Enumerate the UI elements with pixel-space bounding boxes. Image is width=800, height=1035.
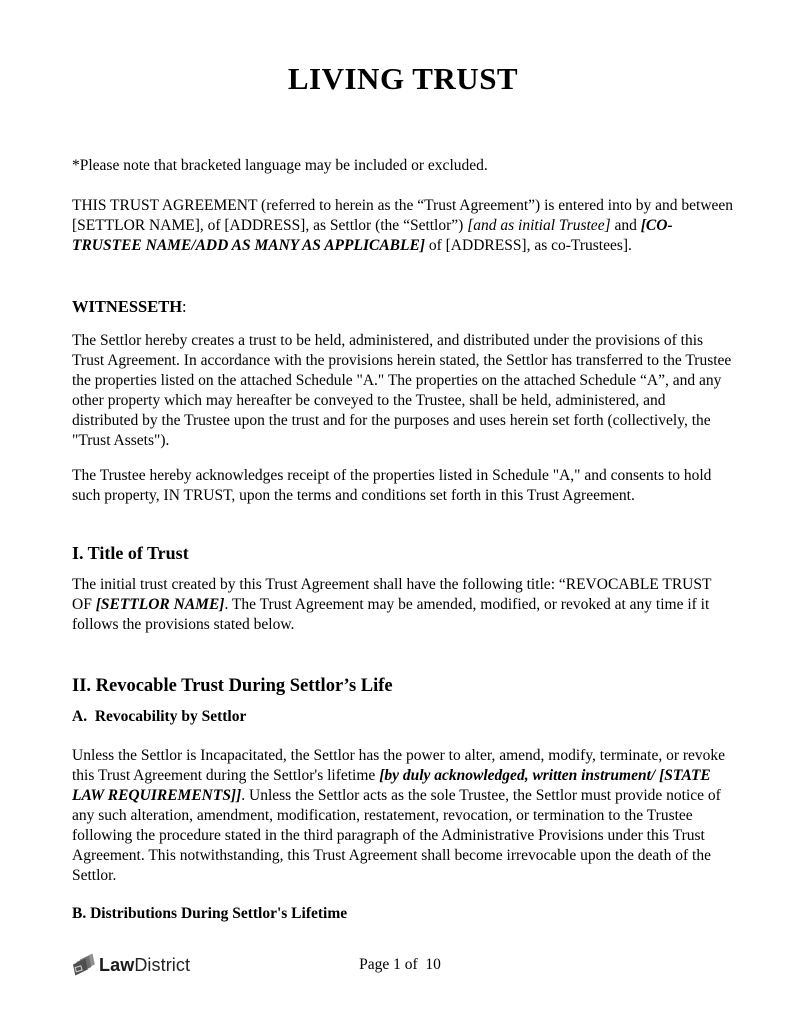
text-run: [SETTLOR NAME]: [95, 596, 225, 613]
subsection-a-paragraph: [72, 746, 734, 886]
lawdistrict-logo: [72, 952, 190, 978]
lawdistrict-layers-icon: [72, 952, 95, 978]
text-run: THIS TRUST AGREEMENT (referred to herein as the “Trust Agreement”) is entered into by and between [SETTLOR NAME], of [ADDRESS], as Settlor (the “Settlor”): [72, 197, 734, 234]
witnesseth-paragraph-2: The Trustee hereby acknowledges receipt of the properties listed in Schedule "A," and consents to hold such property, IN TRUST, upon the terms and conditions set forth in this Trust Agreement.: [72, 467, 712, 504]
lawdistrict-logo-text: [99, 955, 190, 976]
subsection-b-heading: B. Distributions During Settlor's Lifetime: [72, 905, 348, 922]
text-run: [CO-TRUSTEE NAME/ADD AS MANY AS APPLICABLE]: [72, 217, 673, 254]
text-run: . The Trust Agreement may be amended, modified, or revoked at any time if it follows the provisions stated below.: [72, 596, 710, 633]
section-1-heading: I. Title of Trust: [72, 543, 189, 563]
text-run: [by duly acknowledged, written instrument/ [STATE LAW REQUIREMENTS]]: [72, 767, 711, 804]
text-run: Unless the Settlor is Incapacitated, the Settlor has the power to alter, amend, modify, terminate, or revoke this Trust Agreement during the Settlor's lifetime: [72, 747, 726, 784]
page-footer: [0, 950, 800, 986]
witnesseth-word: WITNESSETH: [72, 297, 183, 316]
text-run: The initial trust created by this Trust Agreement shall have the following title: “REVOCABLE TRUST OF: [72, 576, 712, 613]
text-run: and: [610, 217, 641, 234]
section-1-paragraph: [72, 575, 734, 635]
witnesseth-heading: [72, 296, 734, 318]
witnesseth-colon: :: [182, 297, 187, 316]
logo-text-law: Law: [99, 954, 135, 975]
logo-text-district: District: [134, 954, 191, 975]
document-title: LIVING TRUST: [287, 61, 519, 96]
page-number: Page 1 of 10: [359, 956, 441, 973]
witnesseth-paragraph-1: The Settlor hereby creates a trust to be held, administered, and distributed under the provisions of this Trust Agreement. In accordance with the provisions herein stated, the Settlor has transferred to the Trustee the properties listed on the attached Schedule "A." The properties on the attached Schedule “A”, and any other property which may hereafter be conveyed to the Trustee, shall be held, administered, and distributed by the Trustee upon the trust and for the purposes and uses herein set forth (collectively, the "Trust Assets").: [72, 332, 732, 449]
intro-paragraph: [72, 196, 734, 256]
text-run: . Unless the Settlor acts as the sole Trustee, the Settlor must provide notice of any such alteration, amendment, modification, restatement, revocation, or termination to the Trustee following the procedure stated in the third paragraph of the Administrative Provisions under this Trust Agreement. This notwithstanding, this Trust Agreement shall become irrevocable upon the death of the Settlor.: [72, 787, 721, 884]
text-run: of [ADDRESS], as co-Trustees].: [424, 237, 632, 254]
text-run: [and as initial Trustee]: [467, 217, 611, 234]
section-2-heading: II. Revocable Trust During Settlor’s Life: [72, 676, 393, 696]
bracket-language-note: *Please note that bracketed language may be included or excluded.: [72, 157, 488, 174]
subsection-a-heading: A. Revocability by Settlor: [72, 708, 247, 725]
